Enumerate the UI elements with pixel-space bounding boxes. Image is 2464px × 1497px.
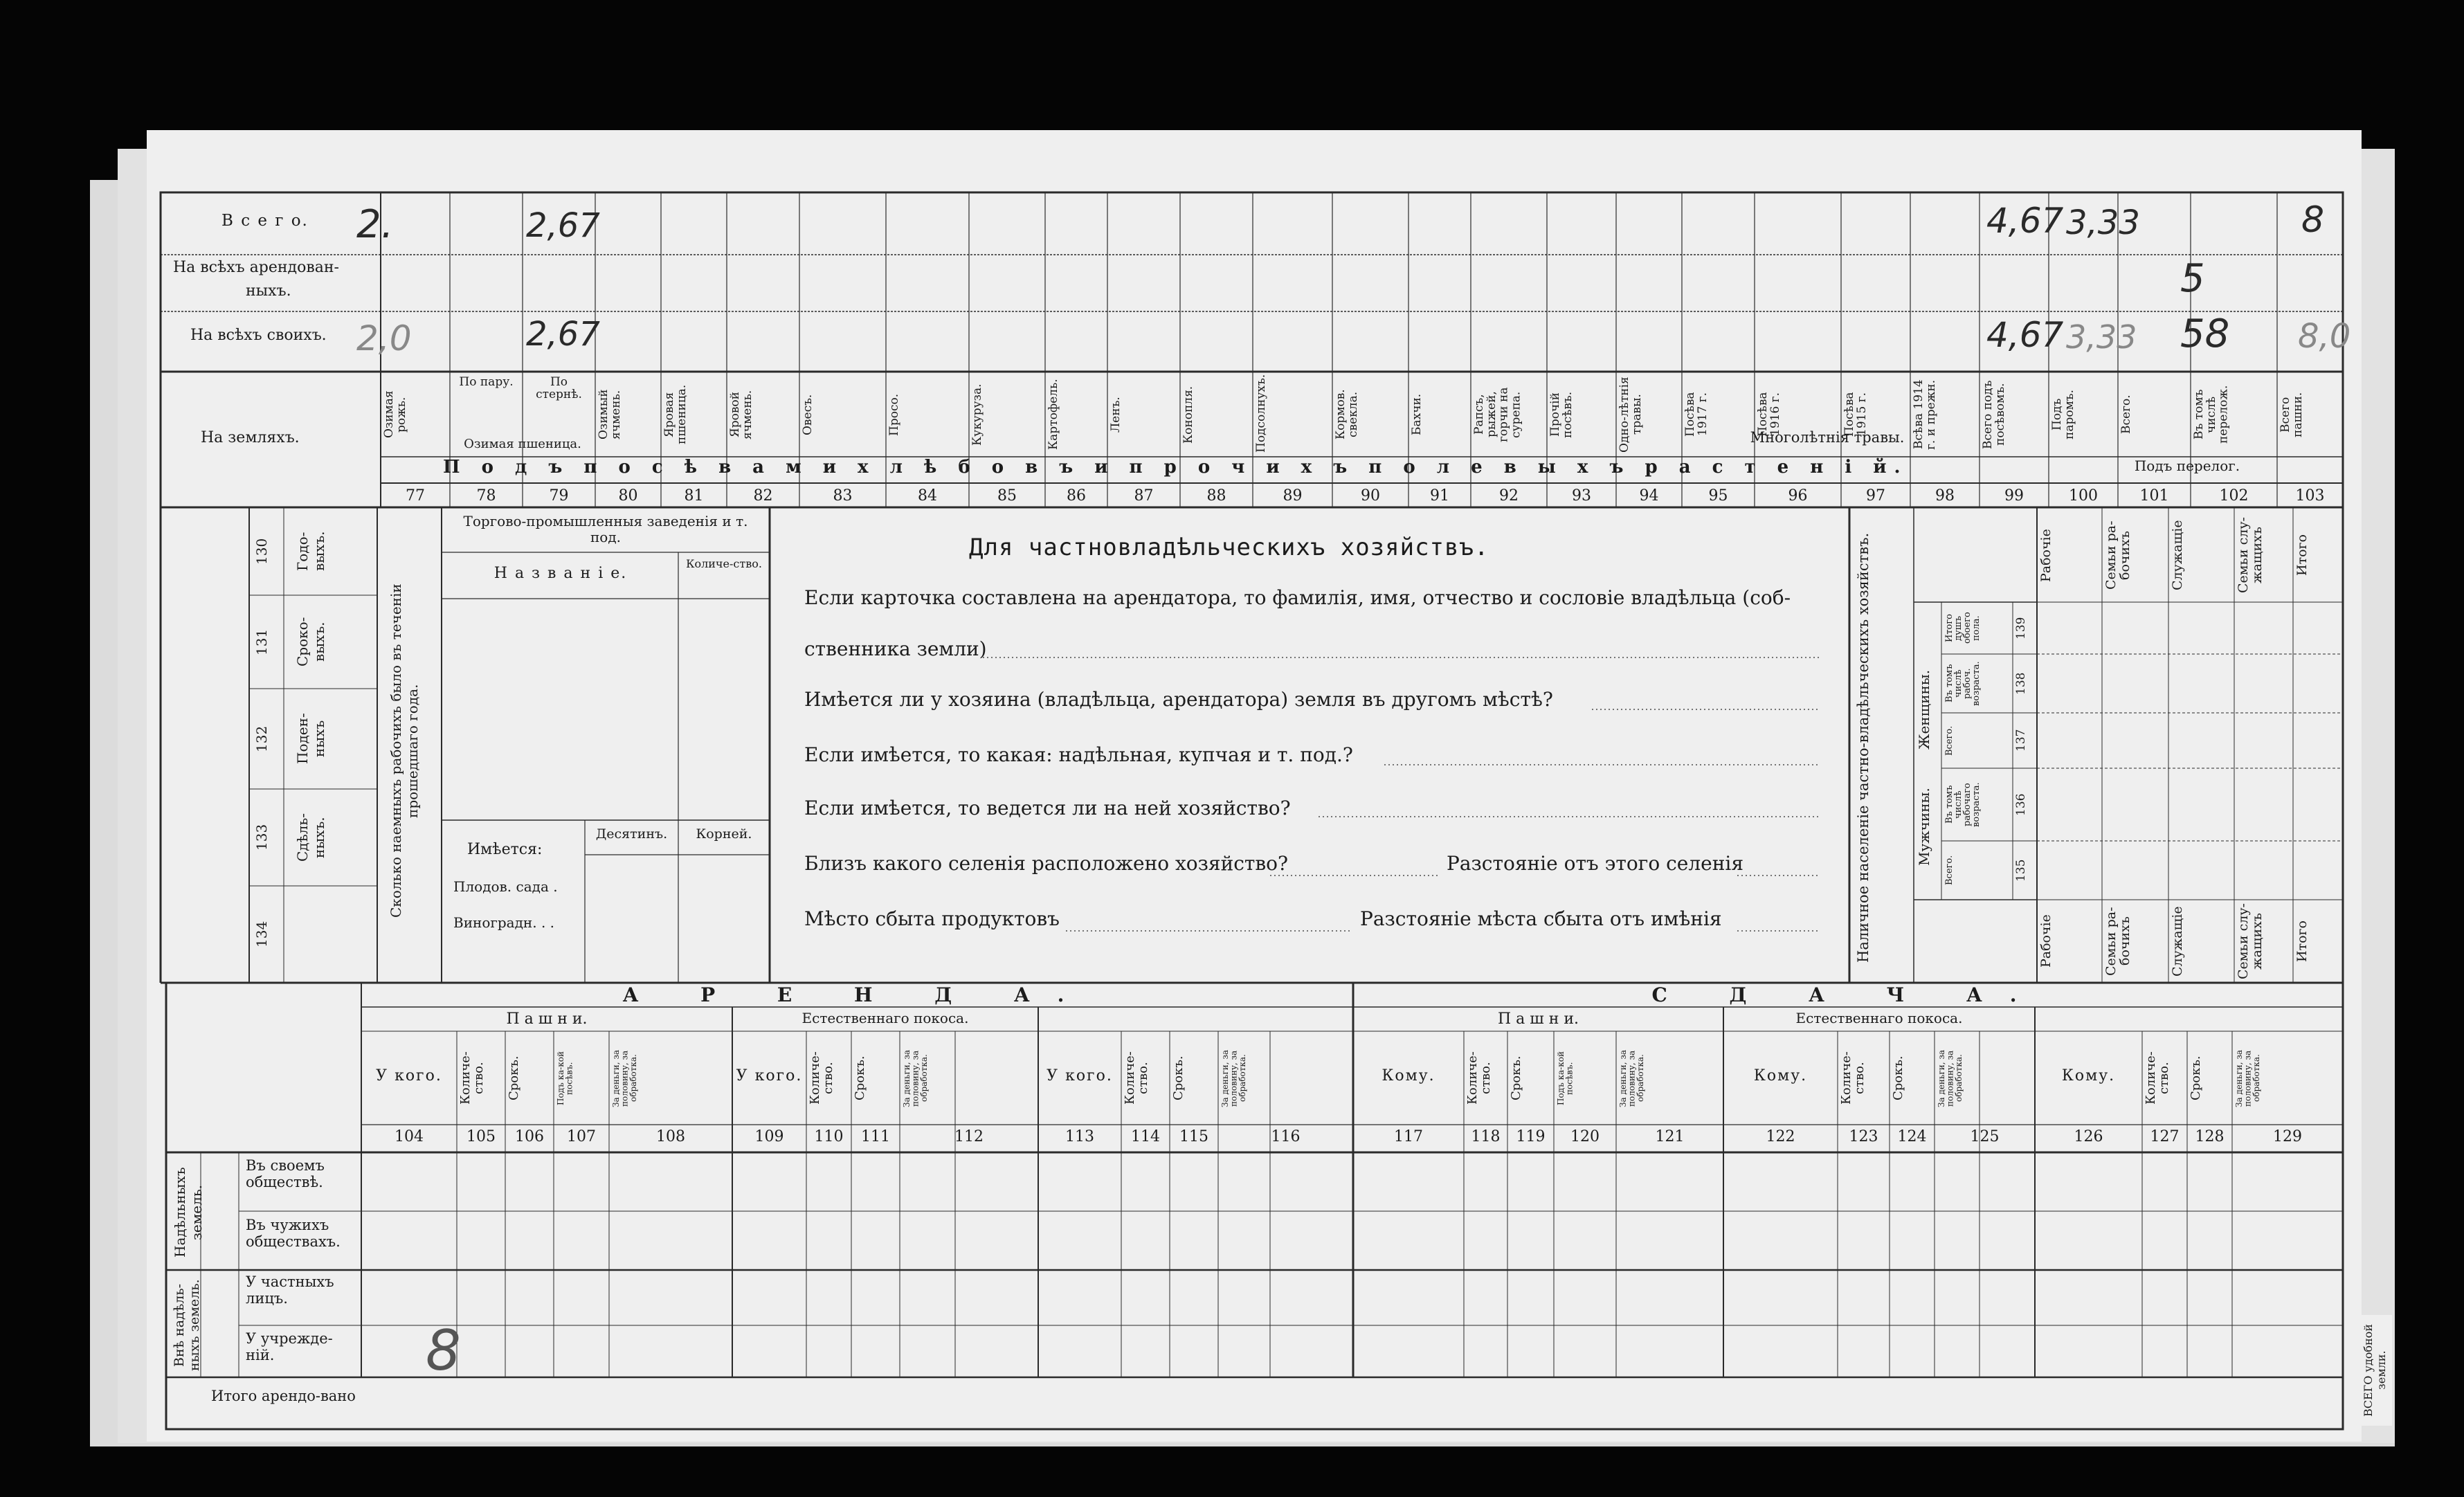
- population-right-col-2-top: Семьи ра-бочихъ: [2103, 520, 2132, 590]
- top-col-num-103: 103: [2295, 487, 2325, 505]
- bottom-col-label-108: За деньги, за половину, за обработка.: [611, 1049, 639, 1107]
- bottom-col-label-116: За деньги, за половину, за обработка.: [1220, 1049, 1248, 1107]
- hw-vsego-99: 4,67: [1986, 201, 2064, 241]
- top-col-num-92: 92: [1499, 487, 1519, 505]
- hw-bottom-mark: 8: [426, 1318, 461, 1383]
- top-col-label-77: Озимая рожь.: [382, 390, 408, 439]
- top-col-num-81: 81: [684, 487, 704, 505]
- bottom-col-label-105: Количе-ство.: [458, 1051, 486, 1105]
- worker-col-num-132: 132: [253, 725, 270, 752]
- row-chuzhih: Въ чужихъ обществахъ.: [246, 1217, 341, 1251]
- top-col-label-83: Овесъ.: [801, 394, 815, 435]
- private-line-3: Имѣется ли у хозяина (владѣльца, арендатора) земля въ другомъ мѣстѣ?: [804, 688, 1553, 711]
- top-col-num-87: 87: [1134, 487, 1154, 505]
- top-col-num-94: 94: [1639, 487, 1659, 505]
- population-right-col-5-bottom: Итого: [2294, 920, 2310, 962]
- worker-col-num-130: 130: [253, 538, 270, 565]
- top-col-num-93: 93: [1572, 487, 1591, 505]
- bottom-col-num-110: 110: [814, 1128, 844, 1145]
- bottom-col-num-114: 114: [1131, 1128, 1160, 1145]
- top-col-num-82: 82: [753, 487, 773, 505]
- population-title: Наличное населеніе частно-владѣльческихъ хозяйствъ.: [1855, 532, 1872, 963]
- bottom-col-num-121: 121: [1655, 1128, 1685, 1145]
- bottom-col-num-128: 128: [2195, 1128, 2225, 1145]
- sdacha-pokos: Естественнаго покоса.: [1795, 1010, 1963, 1026]
- bottom-col-label-126: Кому.: [2061, 1067, 2116, 1085]
- bottom-col-label-123: Количе-ство.: [1839, 1051, 1867, 1105]
- top-col-num-80: 80: [618, 487, 638, 505]
- population-col-num-137: 137: [2014, 729, 2028, 752]
- bottom-col-label-128: Срокъ.: [2189, 1055, 2203, 1101]
- top-col-label-99: Всего подъ посѣвомъ.: [1981, 380, 2007, 449]
- bottom-col-label-117: Кому.: [1382, 1067, 1435, 1085]
- sdacha-pashni: П а ш н и.: [1497, 1010, 1579, 1028]
- top-col-num-84: 84: [918, 487, 937, 505]
- bottom-col-label-118: Количе-ство.: [1465, 1051, 1493, 1105]
- top-col-label-80: Озимый ячмень.: [597, 389, 623, 440]
- bottom-col-num-113: 113: [1065, 1128, 1094, 1145]
- population-right-col-2-bottom: Семьи ра-бочихъ: [2103, 907, 2132, 976]
- top-col-label-82: Яровой ячмень.: [728, 390, 754, 439]
- top-col-num-88: 88: [1206, 487, 1226, 505]
- top-col-label-89: Подсолнухъ.: [1254, 374, 1268, 453]
- top-col-num-78: 78: [476, 487, 496, 505]
- vsego-udobnoy-label: ВСЕГО удобной земли.: [2362, 1315, 2392, 1426]
- hw-vsego-103: 8: [2301, 199, 2325, 241]
- arenda-title: А Р Е Н Д А.: [622, 983, 1092, 1006]
- row-svoem: Въ своемъ обществѣ.: [246, 1157, 325, 1191]
- trade-title: Торгово-промышленныя заведенія и т. под.: [463, 513, 748, 545]
- worker-col-num-134: 134: [253, 920, 270, 948]
- top-col-num-86: 86: [1067, 487, 1086, 505]
- top-col-label-85: Кукуруза.: [970, 383, 984, 446]
- hw-vsego-100: 3,33: [2066, 203, 2140, 242]
- bottom-col-num-105: 105: [466, 1128, 496, 1145]
- bottom-col-label-107: Подъ ка-кой посѣвъ.: [556, 1051, 574, 1105]
- bottom-col-num-107: 107: [567, 1128, 596, 1145]
- hw-vsego-77: 2.: [356, 202, 394, 247]
- trade-name-header: Н а з в а н і е.: [493, 565, 628, 582]
- top-col-label-78: По пару.: [459, 375, 514, 389]
- arenda-pashni: П а ш н и.: [506, 1010, 588, 1028]
- row-label-arend-2: ныхъ.: [246, 282, 291, 300]
- bottom-col-num-116: 116: [1271, 1128, 1301, 1145]
- nadel-label: Надѣльныхъ земель.: [172, 1167, 205, 1258]
- top-col-num-99: 99: [2004, 487, 2024, 505]
- hw-svoi-103: 8,0: [2298, 317, 2351, 356]
- population-right-col-4-bottom: Семьи слу-жащихъ: [2236, 903, 2265, 979]
- top-col-label-91: Бахчи.: [1410, 393, 1424, 436]
- private-line-4: Если имѣется, то какая: надѣльная, купчая и т. под.?: [804, 743, 1353, 766]
- bottom-col-label-104: У кого.: [376, 1067, 442, 1085]
- row-label-na-zemlyah: На земляхъ.: [201, 429, 300, 446]
- hw-arend-101: 5: [2180, 256, 2205, 301]
- row-label-arend-1: На всѣхъ арендован-: [173, 259, 339, 276]
- top-col-label-79: По стернѣ.: [536, 375, 582, 401]
- ozimaya-pshenica-label: Озимая пшеница.: [464, 437, 581, 451]
- hw-svoi-79: 2,67: [526, 315, 600, 354]
- top-col-num-102: 102: [2219, 487, 2249, 505]
- row-uchrezhdeniy: У учрежде-ній.: [246, 1330, 333, 1364]
- population-col-label-139: Итого душъ обоего пола.: [1944, 612, 1982, 644]
- worker-col-label-2: Сроко-выхъ.: [294, 617, 327, 667]
- top-col-num-100: 100: [2069, 487, 2098, 505]
- bottom-col-label-122: Кому.: [1753, 1067, 1808, 1085]
- top-col-label-84: Просо.: [887, 393, 901, 436]
- top-col-label-95: Посѣва 1917 г.: [1683, 392, 1710, 437]
- bottom-col-num-123: 123: [1849, 1128, 1878, 1145]
- population-women: Женщины.: [1916, 669, 1932, 750]
- private-line-5: Если имѣется, то ведется ли на ней хозяйство?: [804, 797, 1291, 819]
- private-line-2: ственника земли): [804, 637, 987, 660]
- population-men: Мужчины.: [1916, 788, 1932, 867]
- top-col-label-81: Яровая пшеница.: [662, 384, 689, 445]
- top-col-num-77: 77: [406, 487, 425, 505]
- worker-col-label-3: Поден-ныхъ: [294, 713, 327, 765]
- top-col-num-83: 83: [833, 487, 853, 505]
- hw-vsego-79: 2,67: [526, 206, 600, 245]
- worker-col-num-133: 133: [253, 824, 270, 851]
- hw-svoi-100: 3,33: [2066, 318, 2137, 356]
- bottom-col-label-129: За деньги, за половину, за обработка.: [2234, 1049, 2262, 1107]
- top-col-label-100: Подъ паромъ.: [2050, 389, 2076, 440]
- row-chastnyh: У частныхъ лицъ.: [246, 1273, 334, 1307]
- population-col-num-136: 136: [2014, 793, 2028, 816]
- top-col-label-101: Всего.: [2119, 394, 2133, 435]
- top-col-label-102: Въ томъ числѣ перелож.: [2192, 385, 2231, 444]
- top-col-num-85: 85: [997, 487, 1017, 505]
- row-label-vsego: В с е г о.: [221, 212, 309, 230]
- bottom-col-label-106: Срокъ.: [507, 1055, 521, 1101]
- trade-imeetsya: Имѣется:: [467, 841, 543, 858]
- population-col-label-136: Въ томъ числѣ рабочаго возраста.: [1944, 782, 1982, 827]
- private-line-7b: Разстояніе мѣста сбыта отъ имѣнія: [1360, 907, 1722, 930]
- top-col-num-98: 98: [1935, 487, 1955, 505]
- top-col-num-89: 89: [1283, 487, 1303, 505]
- population-right-col-1-bottom: Рабочіе: [2038, 914, 2054, 968]
- bottom-col-num-122: 122: [1766, 1128, 1795, 1145]
- bottom-col-label-127: Количе-ство.: [2144, 1051, 2171, 1105]
- bottom-col-num-106: 106: [515, 1128, 544, 1145]
- pod-perelog-label: Подъ перелог.: [2134, 457, 2240, 474]
- top-col-label-94: Одно-лѣтнія травы.: [1618, 376, 1644, 453]
- population-right-col-3-bottom: Служащіе: [2170, 906, 2185, 977]
- private-title: Для частновладѣльческихъ хозяйствъ.: [969, 534, 1489, 561]
- worker-col-num-131: 131: [253, 628, 270, 655]
- worker-col-label-4: Сдѣль-ныхъ.: [294, 813, 327, 862]
- top-col-num-95: 95: [1708, 487, 1728, 505]
- bottom-col-label-125: За деньги, за половину, за обработка.: [1937, 1049, 1964, 1107]
- bottom-col-label-113: У кого.: [1047, 1067, 1113, 1085]
- bottom-col-num-125: 125: [1970, 1128, 2000, 1145]
- top-col-label-92: Рапсъ, рыжей, горчи на сурепа.: [1472, 387, 1523, 442]
- bottom-col-label-109: У кого.: [736, 1067, 803, 1085]
- trade-vinograd: Виноградн. . .: [453, 914, 555, 931]
- private-line-6b: Разстояніе отъ этого селенія: [1447, 852, 1743, 875]
- banner-pod-posevami: П о д ъ п о с ѣ в а м и х л ѣ б о в ъ и п р о ч и х ъ п о л е в ы х ъ р а с т е н і й.: [443, 457, 1908, 478]
- trade-sad: Плодов. сада .: [453, 878, 558, 895]
- population-col-label-138: Въ томъ числѣ рабоч. возраста.: [1944, 661, 1982, 706]
- population-col-num-138: 138: [2014, 672, 2028, 695]
- top-col-num-91: 91: [1430, 487, 1449, 505]
- private-line-6: Близъ какого селенія расположено хозяйство?: [804, 852, 1289, 875]
- bottom-col-num-127: 127: [2150, 1128, 2180, 1145]
- bottom-col-num-126: 126: [2074, 1128, 2103, 1145]
- top-col-label-96: Посѣва 1916 г.: [1756, 392, 1782, 437]
- bottom-col-num-104: 104: [395, 1128, 424, 1145]
- trade-korney: Корней.: [696, 826, 752, 842]
- population-right-col-5-top: Итого: [2294, 534, 2310, 577]
- top-col-num-90: 90: [1361, 487, 1380, 505]
- row-itogo: Итого арендо-вано: [211, 1388, 356, 1404]
- population-col-label-135: Всего.: [1944, 855, 1955, 886]
- row-label-svoi: На всѣхъ своихъ.: [190, 327, 327, 344]
- worker-col-label-1: Годо-выхъ.: [294, 531, 327, 572]
- hw-svoi-101: 58: [2180, 311, 2230, 356]
- population-right-col-4-top: Семьи слу-жащихъ: [2236, 517, 2265, 594]
- trade-qty-header: Количе-ство.: [686, 557, 762, 570]
- bottom-col-num-112: 112: [954, 1128, 984, 1145]
- bottom-col-label-114: Количе-ство.: [1123, 1051, 1150, 1105]
- top-col-label-97: Посѣва 1915 г.: [1842, 392, 1869, 437]
- population-col-num-135: 135: [2014, 859, 2028, 882]
- bottom-col-num-124: 124: [1897, 1128, 1927, 1145]
- top-col-label-88: Конопля.: [1181, 385, 1195, 444]
- bottom-col-label-120: Подъ ка-кой посѣвъ.: [1556, 1051, 1575, 1105]
- bottom-col-num-120: 120: [1570, 1128, 1600, 1145]
- top-col-label-103: Всего пашни.: [2279, 392, 2305, 437]
- bottom-col-num-117: 117: [1394, 1128, 1423, 1145]
- bottom-col-label-115: Срокъ.: [1171, 1055, 1186, 1101]
- population-right-col-3-top: Служащіе: [2170, 520, 2185, 591]
- top-col-label-93: Прочій посѣвъ.: [1548, 391, 1575, 438]
- hw-svoi-99: 4,67: [1986, 315, 2064, 355]
- bottom-col-num-118: 118: [1471, 1128, 1501, 1145]
- bottom-col-label-110: Количе-ство.: [808, 1051, 835, 1105]
- top-col-num-79: 79: [549, 487, 569, 505]
- mnogoletnie-label: Многолѣтнія травы.: [1750, 429, 1905, 446]
- population-col-label-137: Всего.: [1944, 725, 1955, 756]
- hw-svoi-77: 2,0: [356, 318, 412, 359]
- bottom-col-num-129: 129: [2273, 1128, 2302, 1145]
- workers-title: Сколько наемныхъ рабочихъ было въ теченіи прошедшаго года.: [388, 583, 421, 918]
- arenda-pokos: Естественнаго покоса.: [801, 1010, 969, 1026]
- top-col-label-86: Картофель.: [1047, 379, 1060, 451]
- bottom-col-label-121: За деньги, за половину, за обработка.: [1618, 1049, 1646, 1107]
- private-line-7: Мѣсто сбыта продуктовъ: [804, 907, 1060, 930]
- bottom-col-num-119: 119: [1516, 1128, 1546, 1145]
- sdacha-title: С Д А Ч А.: [1651, 983, 2045, 1006]
- population-right-col-1-top: Рабочіе: [2038, 529, 2054, 582]
- top-col-label-90: Кормов. свекла.: [1334, 389, 1360, 440]
- top-col-label-87: Ленъ.: [1109, 397, 1123, 433]
- top-col-num-101: 101: [2139, 487, 2169, 505]
- top-col-num-97: 97: [1866, 487, 1885, 505]
- vne-nadel-label: Внѣ надѣль-ныхъ земель.: [172, 1279, 202, 1372]
- bottom-col-num-111: 111: [861, 1128, 890, 1145]
- bottom-col-num-108: 108: [656, 1128, 685, 1145]
- bottom-col-num-109: 109: [754, 1128, 784, 1145]
- bottom-col-label-112: За деньги, за половину, за обработка.: [902, 1049, 930, 1107]
- top-col-num-96: 96: [1788, 487, 1808, 505]
- worker-col-label-5: [294, 893, 370, 976]
- bottom-col-label-119: Срокъ.: [1509, 1055, 1523, 1101]
- bottom-col-label-124: Срокъ.: [1891, 1055, 1905, 1101]
- top-col-label-98: Всѣва 1914 г. и прежн.: [1912, 379, 1938, 450]
- bottom-col-label-111: Срокъ.: [853, 1055, 867, 1101]
- bottom-col-num-115: 115: [1179, 1128, 1208, 1145]
- population-col-num-139: 139: [2014, 617, 2028, 639]
- private-line-1: Если карточка составлена на арендатора, то фамилія, имя, отчество и сословіе владѣльца (соб-: [804, 586, 1791, 609]
- trade-desyatin: Десятинъ.: [595, 826, 668, 842]
